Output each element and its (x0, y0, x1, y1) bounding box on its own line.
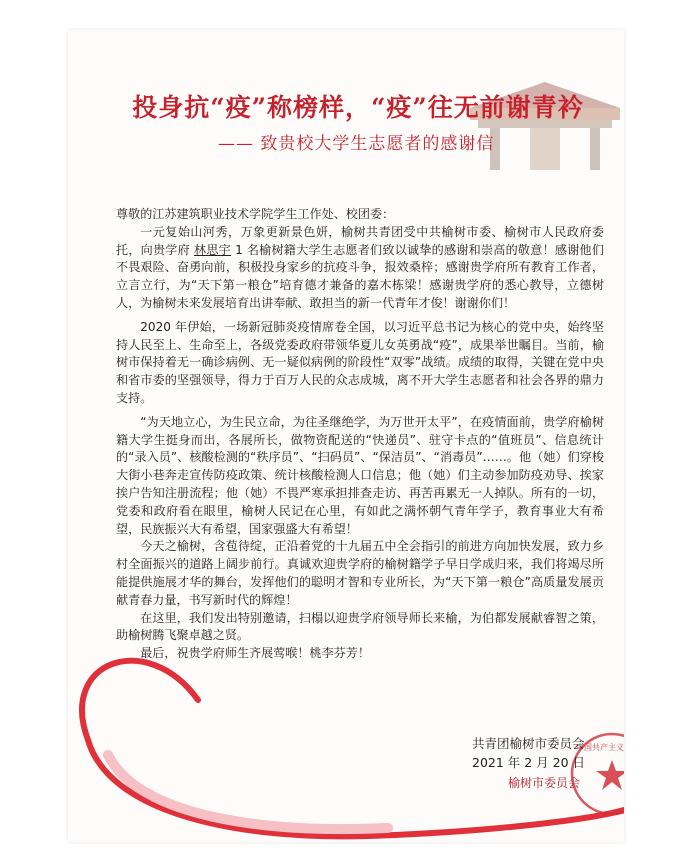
letter-paper (68, 30, 648, 842)
letter-subtitle: —— 致贵校大学生志愿者的感谢信 (218, 134, 495, 154)
paragraph-5: 在这里，我们发出特别邀请，扫榻以迎贵学府领导师长来榆，为伯都发展献睿智之策，助榆树腾飞聚卓越之贤。 (116, 610, 604, 643)
signature-department: 榆树市委员会 (508, 776, 581, 790)
letter-title: 投身抗“疫”称榜样，“疫”往无前谢青衿 (132, 93, 584, 122)
volunteer-name: 林思宇 (194, 242, 231, 257)
paragraph-2: 2020 年伊始，一场新冠肺炎疫情席卷全国，以习近平总书记为核心的党中央，始终坚持人民至上、生命至上，各级党委政府带领华夏儿女英勇战“疫”，成果举世瞩目。当前，榆树市保持着无一确诊病例、无一疑似病例的阶段性“双零”战绩。成绩的取得，关键在党中央和省市委的坚强领导，得力于百万人民的众志成城，离不开大学生志愿者和社会各界的鼎力支持。 (116, 319, 604, 405)
paragraph-6: 最后，祝贵学府师生齐展莺喉！桃李芬芳！ (140, 646, 370, 661)
signature-organization: 共青团榆树市委员会 (472, 736, 585, 751)
svg-text:中国共产主义青年团: 中国共产主义青年团 (576, 743, 648, 752)
paragraph-3: “为天地立心，为生民立命，为往圣继绝学，为万世开太平”，在疫情面前，贵学府榆树籍大学生挺身而出，各展所长，做物资配送的“快递员”、驻守卡点的“值班员”、信息统计的“录入员”、核酸检测的“秩序员”、“扫码员”、“保洁员”、“消毒员”……。他（她）们穿梭大街小巷奔走宣传防疫政策、统计核酸检测人口信息；他（她）们主动参加防疫劝导、挨家挨户告知注册流程；他（她）不畏严寒承担排查走访、再苦再累无一人掉队。所有的一切，党委和政府看在眼里，榆树人民记在心里，有如此之满怀朝气青年学子，教育事业大有希望，民族振兴大有希望，国家强盛大有希望！ (116, 414, 604, 536)
paragraph-4: 今天之榆树，含苞待绽，正沿着党的十九届五中全会指引的前进方向加快发展，致力乡村全面振兴的道路上阔步前行。真诚欢迎贵学府的榆树籍学子早日学成归来，我们将竭尽所能提供施展才华的舞台，发挥他们的聪明才智和专业所长，为“天下第一粮仓”高质量发展贡献青春力量，书写新时代的辉煌！ (116, 539, 604, 607)
paragraph-1: 一元复始山河秀，万象更新景色妍，榆树共青团受中共榆树市委、榆树市人民政府委托，向贵学府 林思宇 1 名榆树籍大学生志愿者们致以诚挚的感谢和崇高的敬意！感谢他们不畏艰险、奋勇向前，积极投身家乡的抗疫斗争，报效桑梓；感谢贵学府所有教育工作者，立言立行，为“天下第一粮仓”培育德才兼备的嘉木栋梁！感谢贵学府的悉心教导，立德树人，为榆树未来发展培育出讲奉献、敢担当的新一代青年才俊！谢谢你们！ (116, 224, 604, 310)
signature-date: 2021 年 2 月 20 日 (472, 755, 586, 770)
heart-ribbon-decoration (68, 590, 648, 842)
salutation: 尊敬的江苏建筑职业技术学院学生工作处、校团委： (116, 207, 395, 221)
